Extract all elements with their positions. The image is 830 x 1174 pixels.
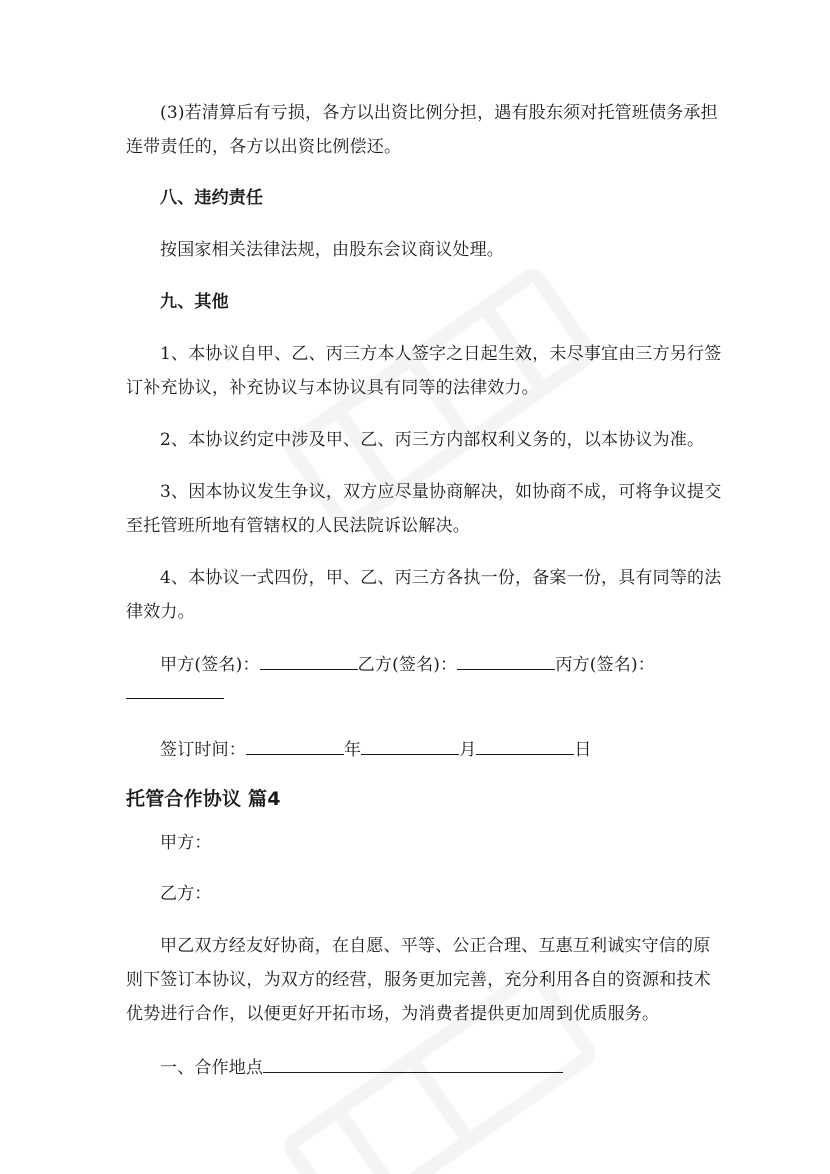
signature-a-label: 甲方(签名)：	[160, 655, 260, 675]
item-3-line-1: 3、因本协议发生争议，双方应尽量协商解决，如协商不成，可将争议提交	[160, 482, 722, 502]
item-4-line-1: 4、本协议一式四份，甲、乙、丙三方各执一份，备案一份，具有同等的法	[160, 568, 722, 588]
signature-c-label: 丙方(签名)：	[555, 655, 656, 675]
clause-3-line-1: (3)若清算后有亏损，各方以出资比例分担，遇有股东须对托管班债务承担	[160, 103, 718, 123]
cooperation-place-row	[160, 1054, 563, 1080]
cooperation-place-blank	[263, 1054, 563, 1073]
breach-text: 按国家相关法律法规，由股东会议商议处理。	[160, 240, 504, 260]
intro-line-2: 则下签订本协议，为双方的经营，服务更加完善，充分利用各自的资源和技术	[126, 970, 711, 990]
signature-a-blank	[260, 651, 358, 670]
cooperation-place-label: 一、合作地点	[160, 1058, 264, 1078]
signature-c-blank	[126, 698, 224, 699]
intro-line-1: 甲乙双方经友好协商，在自愿、平等、公正合理、互惠互利诚实守信的原	[160, 936, 711, 956]
date-year-blank	[246, 736, 344, 755]
section-title: 托管合作协议 篇4	[126, 788, 281, 810]
party-a-label: 甲方：	[160, 833, 212, 853]
date-year-unit: 年	[344, 740, 362, 760]
date-month-blank	[361, 736, 459, 755]
date-month-unit: 月	[459, 740, 477, 760]
signature-b-label: 乙方(签名)：	[357, 655, 458, 675]
party-b-label: 乙方：	[160, 884, 212, 904]
item-4-line-2: 律效力。	[126, 602, 195, 622]
signature-row	[160, 651, 655, 677]
date-row	[160, 736, 592, 762]
heading-other: 九、其他	[160, 292, 229, 312]
date-day-unit: 日	[574, 740, 592, 760]
item-3-line-2: 至托管班所地有管辖权的人民法院诉讼解决。	[126, 516, 470, 536]
item-2: 2、本协议约定中涉及甲、乙、丙三方内部权利义务的，以本协议为准。	[160, 430, 705, 450]
signature-b-blank	[457, 651, 555, 670]
item-1-line-1: 1、本协议自甲、乙、丙三方本人签字之日起生效，未尽事宜由三方另行签	[160, 344, 722, 364]
heading-breach-liability: 八、违约责任	[160, 188, 264, 208]
intro-line-3: 优势进行合作，以便更好开拓市场，为消费者提供更加周到优质服务。	[126, 1004, 660, 1024]
date-label: 签订时间：	[160, 740, 246, 760]
date-day-blank	[476, 736, 574, 755]
item-1-line-2: 订补充协议，补充协议与本协议具有同等的法律效力。	[126, 378, 539, 398]
clause-3-line-2: 连带责任的，各方以出资比例偿还。	[126, 137, 402, 157]
